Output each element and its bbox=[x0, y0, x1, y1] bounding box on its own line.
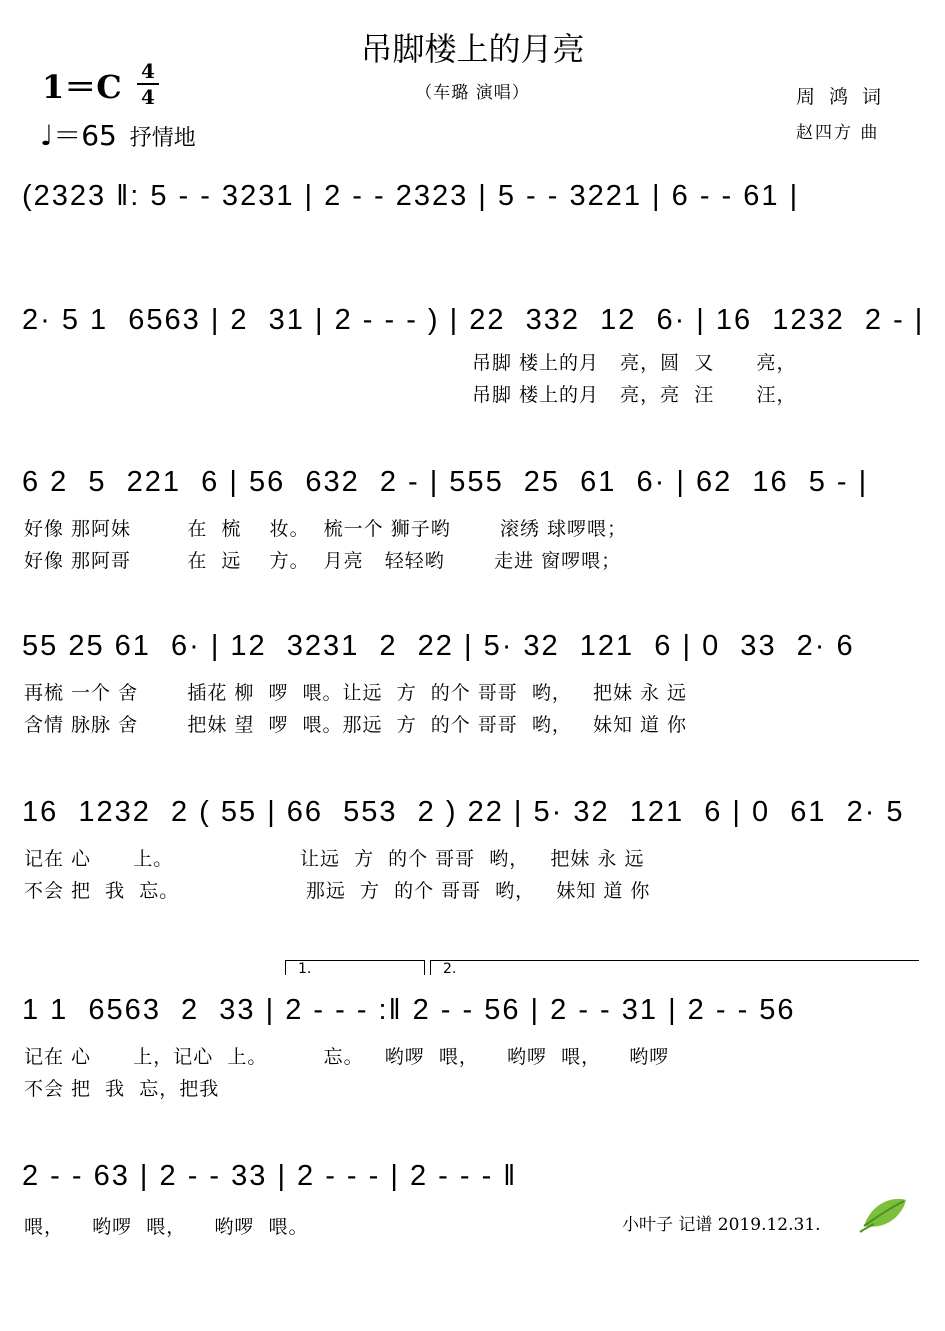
singer-credit: （车璐 演唱） bbox=[415, 83, 530, 103]
lyrics-verse-2: 吊脚 楼上的月 亮，亮 汪 汪， bbox=[472, 384, 797, 406]
lyrics-verse-1: 吊脚 楼上的月 亮，圆 又 亮， bbox=[472, 352, 797, 374]
lyricist-credit: 周鸿词 bbox=[796, 86, 896, 108]
notation-line: 16 1232 2 ( 55 | 66 553 2 ) 22 | 5· 32 121 6 | 0 61 2· 5 bbox=[22, 796, 905, 828]
lyrics-verse-2: 含情 脉脉 舍 把妹 望 啰 喂。那远 方 的个 哥哥 哟， 妹知 道 你 bbox=[24, 714, 688, 736]
scribe-credit: 小叶子 记谱 2019.12.31. bbox=[622, 1215, 821, 1235]
notation-line: 2· 5 1 6563 | 2 31 | 2 - - - ) | 22 332 12 6· | 16 1232 2 - | bbox=[22, 304, 925, 336]
volta-bracket-1 bbox=[285, 960, 425, 975]
lyrics-verse-2: 不会 把 我 忘，把我 bbox=[24, 1078, 220, 1100]
time-signature bbox=[137, 60, 159, 108]
notation-line: 55 25 61 6· | 12 3231 2 22 | 5· 32 121 6 | 0 33 2· 6 bbox=[22, 630, 855, 662]
notation-line: 1 1 6563 2 33 | 2 - - - :‖ 2 - - 56 | 2 - - 31 | 2 - - 56 bbox=[22, 994, 796, 1026]
time-signature-top: 4 bbox=[141, 59, 155, 83]
song-title: 吊脚楼上的月亮 bbox=[360, 30, 585, 68]
notation-line: 6 2 5 221 6 | 56 632 2 - | 555 25 61 6· | 62 16 5 - | bbox=[22, 466, 869, 498]
lyrics-verse-1: 记在 心 上，记心 上。 忘。 哟啰 喂， 哟啰 喂， 哟啰 bbox=[24, 1046, 670, 1068]
notation-line: 2 - - 63 | 2 - - 33 | 2 - - - | 2 - - - ‖ bbox=[22, 1160, 518, 1192]
tempo-value: ♩＝65 bbox=[40, 119, 117, 152]
lyrics-verse-1: 喂， 哟啰 喂， 哟啰 喂。 bbox=[24, 1216, 309, 1238]
notation-line: (2323 ‖: 5 - - 3231 | 2 - - 2323 | 5 - - 3221 | 6 - - 61 | bbox=[22, 180, 800, 212]
time-signature-bottom: 4 bbox=[141, 85, 155, 109]
lyrics-verse-1: 记在 心 上。 让远 方 的个 哥哥 哟， 把妹 永 远 bbox=[24, 848, 645, 870]
lyrics-verse-2: 不会 把 我 忘。 那远 方 的个 哥哥 哟， 妹知 道 你 bbox=[24, 880, 651, 902]
volta-bracket-2 bbox=[430, 960, 919, 975]
composer-credit: 赵四方 曲 bbox=[796, 123, 880, 143]
expression-marking: 抒情地 bbox=[129, 126, 196, 151]
key-signature: 1＝C bbox=[42, 68, 122, 106]
tempo-marking bbox=[40, 114, 196, 154]
leaf-icon bbox=[858, 1192, 910, 1238]
lyrics-verse-1: 再梳 一个 舍 插花 柳 啰 喂。让远 方 的个 哥哥 哟， 把妹 永 远 bbox=[24, 682, 688, 704]
lyrics-verse-1: 好像 那阿妹 在 梳 妆。 梳一个 狮子哟 滚绣 球啰喂； bbox=[24, 518, 628, 540]
volta-label-1: 1. bbox=[298, 961, 312, 977]
lyrics-verse-2: 好像 那阿哥 在 远 方。 月亮 轻轻哟 走进 窗啰喂； bbox=[24, 550, 622, 572]
volta-label-2: 2. bbox=[443, 961, 457, 977]
